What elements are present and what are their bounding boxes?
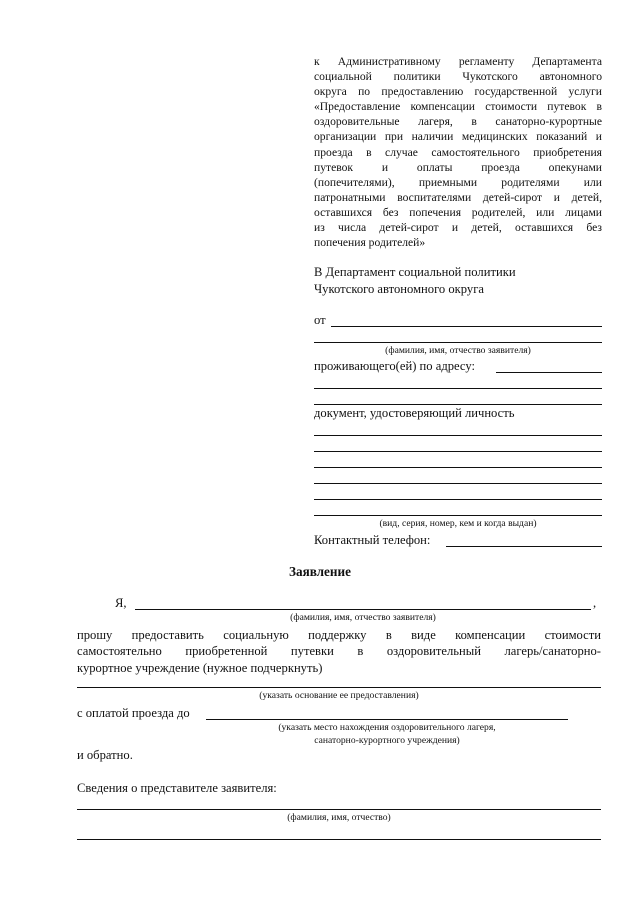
request-paragraph <box>77 627 601 676</box>
header-line: (попечителями), приемными родителями или <box>314 175 602 189</box>
applicant-fio-caption: (фамилия, имя, отчество заявителя) <box>385 345 531 356</box>
statement-fio-field[interactable] <box>135 609 591 610</box>
basis-field[interactable] <box>77 687 601 688</box>
header-line: организации при наличии медицинских показаний и <box>314 130 602 144</box>
comma: , <box>593 596 597 610</box>
request-line: самостоятельно приобретенной путевки в оздоровительный лагерь/санаторно- <box>77 644 601 659</box>
addressee-line-1: В Департамент социальной политики <box>314 265 516 279</box>
header-line: из числа детей-сирот и детей, оставшихся без <box>314 221 602 235</box>
travel-label: с оплатой проезда до <box>77 706 190 720</box>
basis-caption: (указать основание ее предоставления) <box>259 690 419 701</box>
applicant-name-field-2[interactable] <box>314 342 602 343</box>
id-doc-field-2[interactable] <box>314 451 602 452</box>
id-doc-field-4[interactable] <box>314 483 602 484</box>
request-line: прошу предоставить социальную поддержку в виде компенсации стоимости <box>77 628 601 642</box>
header-line: оставшихся без попечения родителей, или лицами <box>314 205 602 219</box>
phone-field[interactable] <box>446 546 602 547</box>
i-label: Я, <box>115 596 127 610</box>
regulation-reference <box>314 54 602 250</box>
representative-caption: (фамилия, имя, отчество) <box>287 812 391 823</box>
id-doc-field-5[interactable] <box>314 499 602 500</box>
representative-label: Сведения о представителе заявителя: <box>77 781 277 795</box>
header-line: «Предоставление компенсации стоимости путевок в <box>314 100 602 114</box>
applicant-name-field[interactable] <box>331 326 602 327</box>
id-doc-field-1[interactable] <box>314 435 602 436</box>
destination-caption-1: (указать место нахождения оздоровительного лагеря, <box>278 722 496 733</box>
statement-fio-caption: (фамилия, имя, отчество заявителя) <box>290 612 436 623</box>
destination-field[interactable] <box>206 719 568 720</box>
address-field[interactable] <box>496 372 602 373</box>
document-title: Заявление <box>289 564 351 579</box>
representative-field[interactable] <box>77 809 601 810</box>
address-field-2[interactable] <box>314 388 602 389</box>
destination-caption-2: санаторно-курортного учреждения) <box>314 735 460 746</box>
id-doc-label: документ, удостоверяющий личность <box>314 406 515 420</box>
header-line: оздоровительные лагеря, в санаторно-курортные <box>314 115 602 129</box>
header-line: к Административному регламенту Департамента <box>314 55 602 68</box>
addressee <box>314 264 602 298</box>
phone-label: Контактный телефон: <box>314 533 431 547</box>
header-line: проезда в случае самостоятельного приобретения <box>314 145 602 159</box>
header-line: округа по предоставлению государственной услуги <box>314 85 602 99</box>
header-line: путевок и оплаты проезда опекунами <box>314 160 602 174</box>
from-label: от <box>314 313 326 327</box>
addressee-line-2: Чукотского автономного округа <box>314 282 484 296</box>
id-doc-caption: (вид, серия, номер, кем и когда выдан) <box>379 518 537 529</box>
representative-field-2[interactable] <box>77 839 601 840</box>
address-label: проживающего(ей) по адресу: <box>314 359 475 373</box>
id-doc-field-6[interactable] <box>314 515 602 516</box>
header-line: социальной политики Чукотского автономного <box>314 70 602 84</box>
return-label: и обратно. <box>77 748 133 762</box>
header-line: патронатными воспитателями детей-сирот и детей, <box>314 190 602 204</box>
request-line: курортное учреждение (нужное подчеркнуть) <box>77 660 323 675</box>
id-doc-field-3[interactable] <box>314 467 602 468</box>
header-line: попечения родителей» <box>314 236 426 250</box>
